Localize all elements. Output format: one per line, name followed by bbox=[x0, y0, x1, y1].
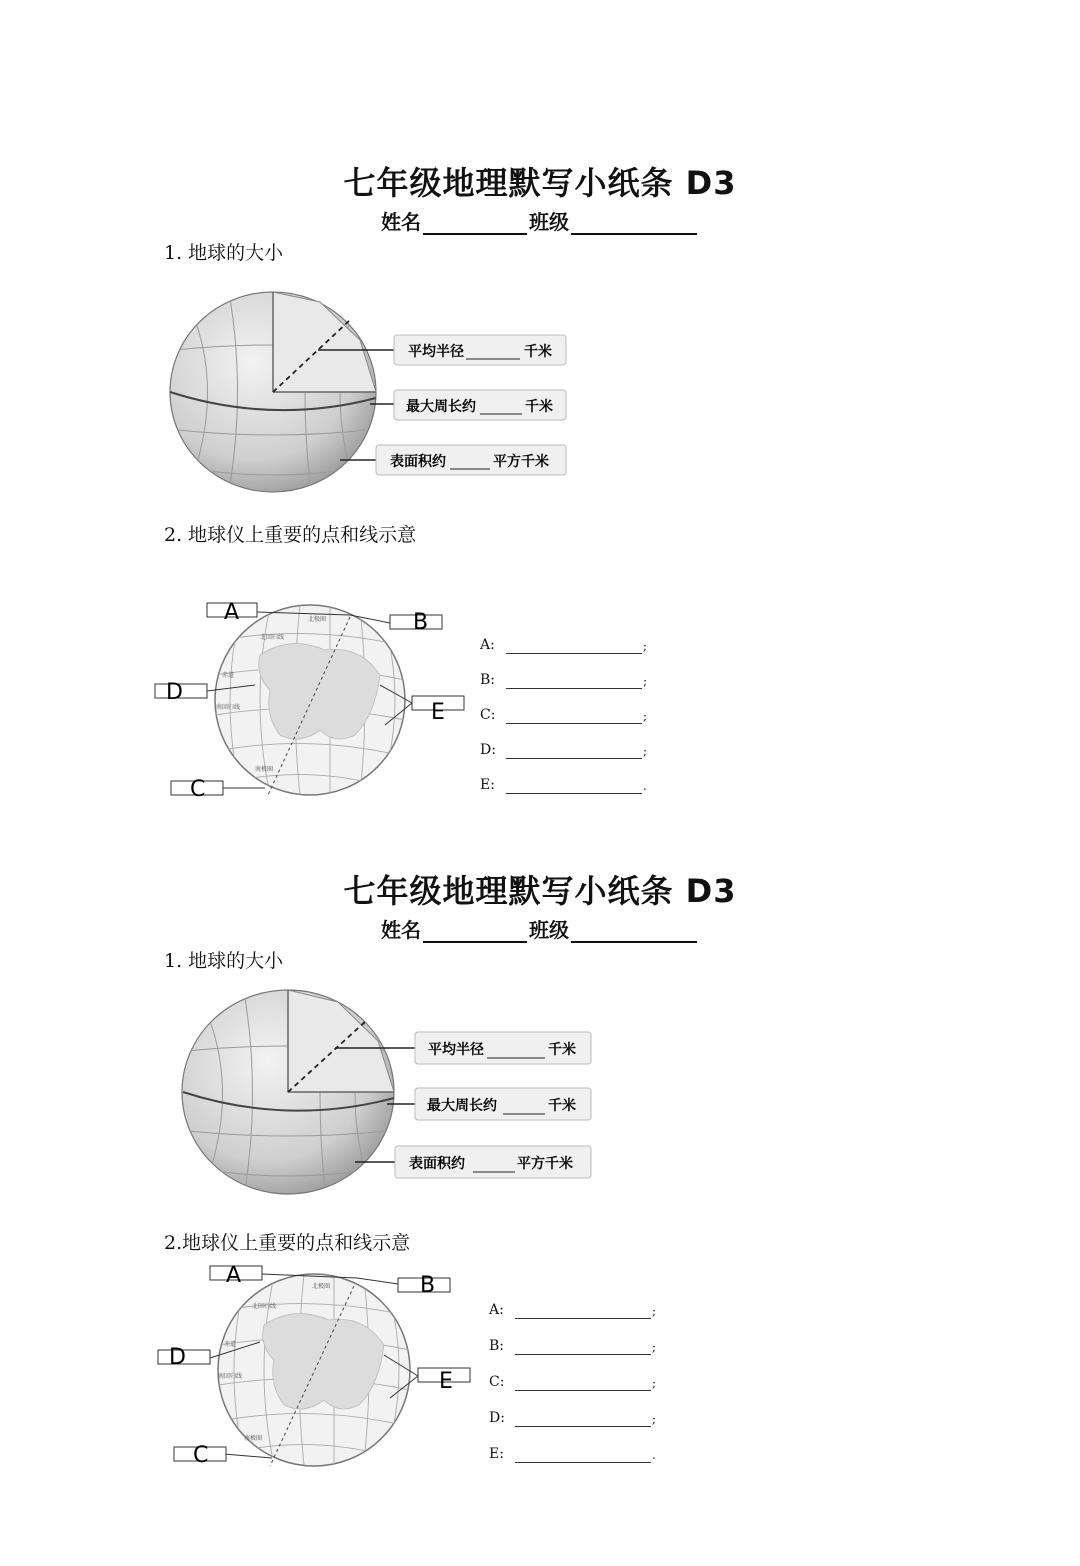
quiz-sheet-2 bbox=[0, 858, 1080, 1558]
answer-c: C: ; bbox=[480, 707, 648, 723]
svg-text:A: A bbox=[224, 600, 240, 625]
radius-box bbox=[394, 335, 566, 365]
svg-text:南极圈: 南极圈 bbox=[255, 766, 274, 773]
answer-d: D: ; bbox=[489, 1410, 657, 1426]
name-class-row bbox=[0, 914, 1080, 943]
svg-text:平均半径: 平均半径 bbox=[428, 1042, 484, 1058]
tag-a bbox=[210, 1263, 262, 1288]
answer-e-blank[interactable] bbox=[506, 793, 642, 794]
svg-text:千米: 千米 bbox=[524, 344, 552, 360]
svg-text:赤道: 赤道 bbox=[224, 1341, 237, 1348]
svg-text:E: E bbox=[439, 1369, 453, 1394]
svg-text:A: A bbox=[226, 1263, 242, 1288]
answer-a: A: ; bbox=[489, 1302, 657, 1318]
area-box bbox=[376, 445, 566, 475]
svg-text:北极圈: 北极圈 bbox=[308, 616, 327, 623]
class-blank[interactable] bbox=[571, 919, 697, 943]
tag-e bbox=[418, 1368, 470, 1394]
answer-b-blank[interactable] bbox=[506, 688, 642, 689]
svg-text:北回归线: 北回归线 bbox=[252, 1303, 277, 1310]
answer-b: B: ; bbox=[480, 672, 648, 688]
svg-text:E: E bbox=[431, 700, 445, 725]
circumference-box bbox=[415, 1088, 591, 1120]
sheet-title: 七年级地理默写小纸条 D3 bbox=[343, 872, 737, 910]
svg-text:南回归线: 南回归线 bbox=[216, 704, 241, 711]
name-blank[interactable] bbox=[423, 211, 527, 235]
svg-text:平方千米: 平方千米 bbox=[493, 454, 549, 470]
name-blank[interactable] bbox=[423, 919, 527, 943]
svg-text:表面积约: 表面积约 bbox=[409, 1156, 465, 1172]
answer-c: C: ; bbox=[489, 1374, 657, 1390]
sheet-title: 七年级地理默写小纸条 D3 bbox=[343, 164, 737, 202]
svg-text:平方千米: 平方千米 bbox=[517, 1156, 573, 1172]
tag-d bbox=[155, 680, 207, 705]
name-label: 姓名 bbox=[381, 210, 421, 234]
earth-size-figure bbox=[160, 280, 580, 500]
svg-text:赤道: 赤道 bbox=[222, 672, 235, 679]
svg-text:千米: 千米 bbox=[525, 399, 553, 415]
answer-c-blank[interactable] bbox=[515, 1390, 651, 1391]
svg-text:最大周长约: 最大周长约 bbox=[406, 399, 476, 415]
globe-figure bbox=[150, 595, 480, 810]
class-blank[interactable] bbox=[571, 211, 697, 235]
answer-b-blank[interactable] bbox=[515, 1354, 651, 1355]
tag-d bbox=[158, 1345, 210, 1370]
answer-e-blank[interactable] bbox=[515, 1462, 651, 1463]
answer-a-blank[interactable] bbox=[506, 653, 642, 654]
svg-text:北回归线: 北回归线 bbox=[260, 634, 285, 641]
class-label: 班级 bbox=[529, 918, 569, 942]
svg-text:C: C bbox=[190, 777, 206, 802]
svg-text:表面积约: 表面积约 bbox=[390, 454, 446, 470]
svg-text:C: C bbox=[193, 1443, 209, 1468]
sphere-icon bbox=[170, 292, 376, 492]
question-1-title: 1. 地球的大小 bbox=[164, 242, 284, 264]
tag-b bbox=[390, 610, 442, 635]
tag-e bbox=[412, 696, 464, 725]
tag-c bbox=[174, 1443, 226, 1468]
answer-c-blank[interactable] bbox=[506, 723, 642, 724]
answer-d-blank[interactable] bbox=[506, 758, 642, 759]
globe-icon bbox=[215, 605, 405, 795]
svg-text:平均半径: 平均半径 bbox=[408, 344, 464, 360]
earth-size-figure bbox=[175, 986, 605, 1201]
class-label: 班级 bbox=[529, 210, 569, 234]
question-1-title: 1. 地球的大小 bbox=[164, 950, 284, 972]
answer-e: E: . bbox=[489, 1446, 656, 1462]
circumference-box bbox=[394, 390, 566, 420]
tag-a bbox=[207, 600, 257, 625]
svg-text:千米: 千米 bbox=[548, 1098, 576, 1114]
answer-a-blank[interactable] bbox=[515, 1318, 651, 1319]
svg-text:D: D bbox=[169, 1345, 186, 1370]
question-2-title: 2.地球仪上重要的点和线示意 bbox=[164, 1232, 411, 1254]
question-2-title: 2. 地球仪上重要的点和线示意 bbox=[164, 524, 417, 546]
tag-c bbox=[171, 777, 223, 802]
radius-box bbox=[415, 1032, 591, 1064]
quiz-sheet-1 bbox=[0, 150, 1080, 850]
name-class-row bbox=[0, 206, 1080, 235]
svg-text:南回归线: 南回归线 bbox=[218, 1373, 243, 1380]
area-box bbox=[395, 1146, 591, 1178]
svg-text:D: D bbox=[166, 680, 183, 705]
sphere-icon bbox=[182, 990, 394, 1194]
answer-e: E: . bbox=[480, 777, 647, 793]
svg-text:北极圈: 北极圈 bbox=[312, 1283, 331, 1290]
answer-d: D: ; bbox=[480, 742, 648, 758]
answer-a: A: ; bbox=[480, 637, 648, 653]
tag-b bbox=[398, 1273, 450, 1298]
svg-text:B: B bbox=[420, 1273, 436, 1298]
svg-text:最大周长约: 最大周长约 bbox=[427, 1098, 497, 1114]
svg-text:南极圈: 南极圈 bbox=[244, 1435, 263, 1442]
globe-figure bbox=[152, 1260, 482, 1475]
name-label: 姓名 bbox=[381, 918, 421, 942]
svg-text:B: B bbox=[413, 610, 429, 635]
answer-d-blank[interactable] bbox=[515, 1426, 651, 1427]
svg-text:千米: 千米 bbox=[548, 1042, 576, 1058]
answer-b: B: ; bbox=[489, 1338, 657, 1354]
